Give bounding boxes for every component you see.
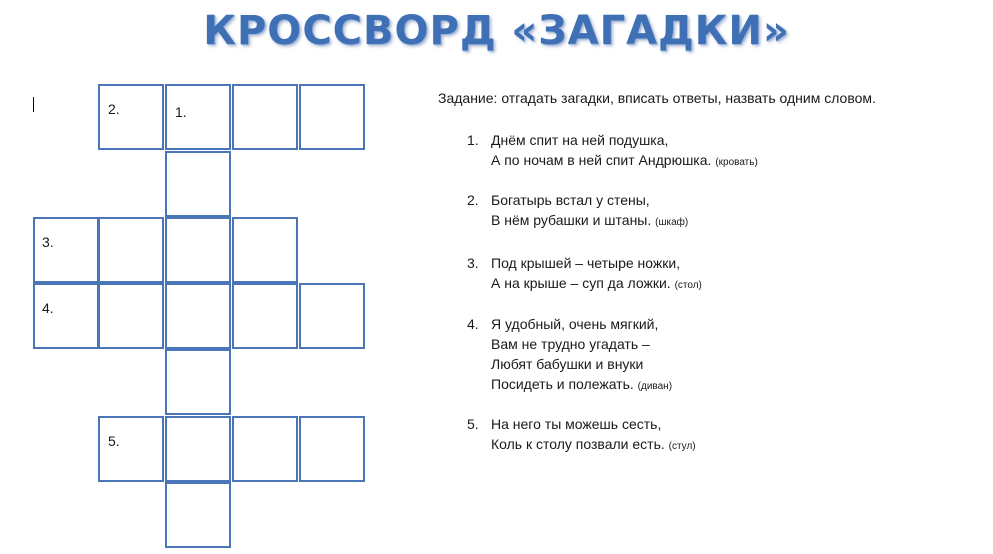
riddle-line: Под крышей – четыре ножки, bbox=[491, 255, 681, 271]
riddle-line: На него ты можешь сесть, bbox=[491, 416, 662, 432]
riddle-line: Любят бабушки и внуки bbox=[491, 356, 644, 372]
riddle-line: Коль к столу позвали есть. bbox=[491, 436, 665, 452]
riddle-answer: (стол) bbox=[674, 280, 702, 291]
crossword-cell[interactable] bbox=[165, 217, 231, 283]
crossword-cell[interactable] bbox=[165, 482, 231, 548]
crossword-cell[interactable] bbox=[299, 416, 365, 482]
crossword-cell[interactable] bbox=[98, 283, 164, 349]
crossword-cell[interactable] bbox=[232, 84, 298, 150]
crossword-cell[interactable] bbox=[299, 283, 365, 349]
riddle-number: 5. bbox=[467, 416, 479, 432]
crossword-cell[interactable] bbox=[232, 283, 298, 349]
riddle-line: А на крыше – суп да ложки. bbox=[491, 275, 671, 291]
riddle-line: Богатырь встал у стены, bbox=[491, 192, 650, 208]
riddle-line: Днём спит на ней подушка, bbox=[491, 132, 669, 148]
riddle-number: 4. bbox=[467, 316, 479, 332]
riddle-number: 2. bbox=[467, 192, 479, 208]
crossword-cell[interactable] bbox=[98, 84, 164, 150]
riddle-line: В нём рубашки и штаны. bbox=[491, 212, 652, 228]
crossword-cell[interactable] bbox=[33, 283, 99, 349]
riddle-line: А по ночам в ней спит Андрюшка. bbox=[491, 152, 712, 168]
task-instruction: Задание: отгадать загадки, вписать ответы, назвать одним словом. bbox=[438, 90, 876, 106]
crossword-cell[interactable] bbox=[165, 416, 231, 482]
riddle-answer: (кровать) bbox=[715, 157, 758, 168]
crossword-cell[interactable] bbox=[299, 84, 365, 150]
crossword-cell[interactable] bbox=[98, 217, 164, 283]
riddle-answer: (диван) bbox=[637, 381, 673, 392]
riddle-answer: (стул) bbox=[668, 441, 696, 452]
clue-number-1: 1. bbox=[175, 104, 187, 120]
crossword-cell[interactable] bbox=[165, 151, 231, 217]
clue-number-4: 4. bbox=[42, 300, 54, 316]
riddle-answer: (шкаф) bbox=[655, 217, 689, 228]
riddle-number: 1. bbox=[467, 132, 479, 148]
crossword-cell[interactable] bbox=[165, 349, 231, 415]
text-cursor bbox=[33, 97, 34, 112]
riddle-number: 3. bbox=[467, 255, 479, 271]
crossword-cell[interactable] bbox=[232, 416, 298, 482]
page-title: КРОССВОРД «ЗАГАДКИ» bbox=[203, 8, 790, 54]
clue-number-5: 5. bbox=[108, 433, 120, 449]
riddle-line: Я удобный, очень мягкий, bbox=[491, 316, 659, 332]
clue-number-2: 2. bbox=[108, 101, 120, 117]
riddle-line: Вам не трудно угадать – bbox=[491, 336, 650, 352]
crossword-cell[interactable] bbox=[165, 283, 231, 349]
clue-number-3: 3. bbox=[42, 234, 54, 250]
crossword-cell[interactable] bbox=[232, 217, 298, 283]
riddle-line: Посидеть и полежать. bbox=[491, 376, 634, 392]
crossword-cell[interactable] bbox=[98, 416, 164, 482]
crossword-cell[interactable] bbox=[33, 217, 99, 283]
